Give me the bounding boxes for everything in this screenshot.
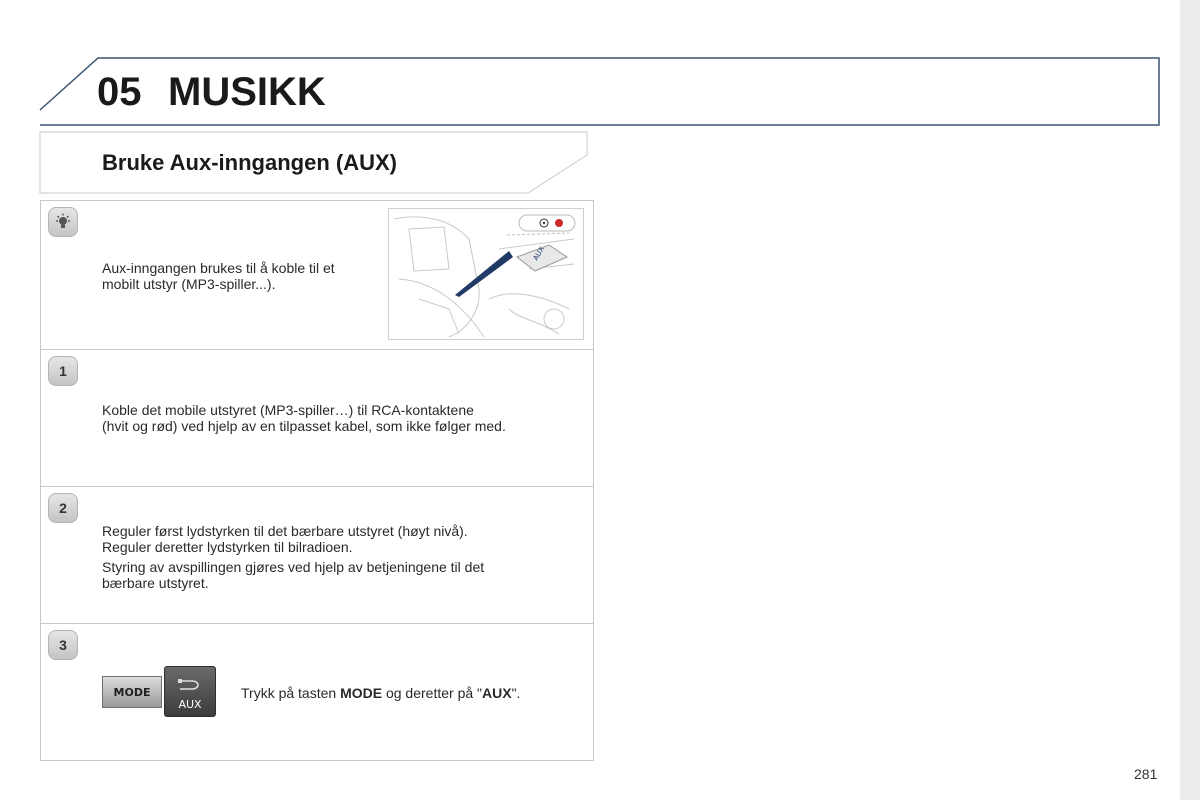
aux-socket-label: AUX — [531, 245, 547, 262]
tip-line-2: mobilt utstyr (MP3-spiller...). — [102, 276, 276, 292]
aux-cable-icon — [178, 675, 204, 697]
step-3-badge: 3 — [48, 630, 78, 660]
tip-card — [40, 200, 594, 350]
instruction-prefix: Trykk på tasten — [241, 685, 341, 701]
lightbulb-icon — [54, 213, 72, 231]
step-3-card — [40, 623, 594, 761]
aux-button-label: AUX — [178, 698, 202, 711]
step-1-line-1: Koble det mobile utstyret (MP3-spiller…) til RCA-kontaktene — [102, 402, 474, 418]
step-1-line-2: (hvit og rød) ved hjelp av en tilpasset kabel, som ikke følger med. — [102, 418, 506, 434]
step-2-line-3: Styring av avspillingen gjøres ved hjelp av betjeningene til det — [102, 559, 485, 575]
step-2-line-2: Reguler deretter lydstyrken til bilradioen. — [102, 539, 353, 555]
page-number: 281 — [1134, 766, 1158, 782]
step-2-line-4: bærbare utstyret. — [102, 575, 209, 591]
step-1-badge: 1 — [48, 356, 78, 386]
mode-button: MODE — [102, 676, 162, 708]
section-title: Bruke Aux-inngangen (AUX) — [102, 150, 397, 175]
chapter-number: 05 — [97, 70, 142, 114]
step-1-text — [102, 402, 506, 434]
tip-text — [102, 260, 335, 292]
step-2-line-1: Reguler først lydstyrken til det bærbare utstyret (høyt nivå). — [102, 523, 468, 539]
instruction-suffix: ". — [511, 685, 521, 701]
tip-badge — [48, 207, 78, 237]
tip-line-1: Aux-inngangen brukes til å koble til et — [102, 260, 335, 276]
instruction-key-mode: MODE — [340, 685, 383, 701]
page-side-strip — [1180, 0, 1200, 800]
instruction-key-aux: AUX — [482, 685, 512, 701]
step-2-paragraph-2 — [102, 559, 484, 591]
instruction-middle: og deretter på " — [382, 685, 482, 701]
aux-button — [164, 666, 216, 717]
step-1-card — [40, 349, 594, 487]
step-2-card — [40, 486, 594, 624]
step-3-instruction — [241, 685, 520, 701]
step-2-badge: 2 — [48, 493, 78, 523]
step-2-paragraph-1 — [102, 523, 484, 555]
step-2-text — [102, 523, 484, 595]
aux-socket-illustration — [388, 208, 584, 340]
chapter-title: MUSIKK — [168, 70, 326, 114]
console-drawing — [389, 209, 583, 339]
